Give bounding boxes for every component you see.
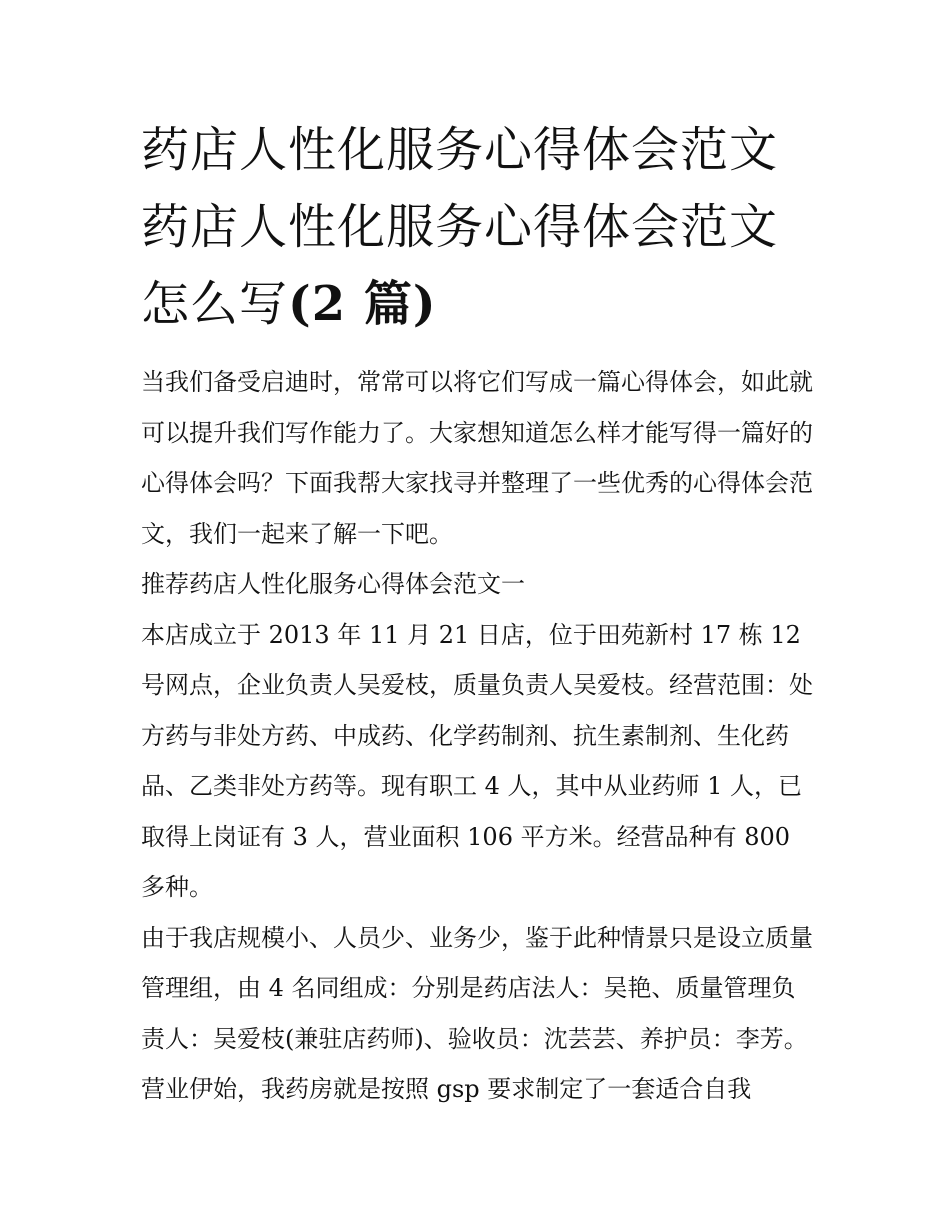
document-body: [141, 357, 813, 1115]
title-line-1: 药店人性化服务心得体会范文: [141, 122, 779, 178]
section-heading: 推荐药店人性化服务心得体会范文一: [141, 570, 525, 598]
title-line-3: [141, 266, 813, 343]
title-line-3-suffix: (2 篇): [288, 276, 437, 332]
title-line-3-prefix: 怎么写: [141, 276, 289, 332]
document-page: [141, 112, 813, 1115]
body-paragraph-2: 由于我店规模小、人员少、业务少，鉴于此种情景只是设立质量管理组，由 4 名同组成：分别是药店法人：吴艳、质量管理负责人：吴爱枝(兼驻店药师)、验收员：沈芸芸、养护员：李芳。营业伊始，我药房就是按照 gsp 要求制定了一套适合自我: [141, 923, 813, 1103]
document-title: [141, 112, 813, 343]
body-paragraph-1: 本店成立于 2013 年 11 月 21 日店，位于田苑新村 17 栋 12 号网点，企业负责人吴爱枝，质量负责人吴爱枝。经营范围：处方药与非处方药、中成药、化学药制剂、抗生素制剂、生化药品、乙类非处方药等。现有职工 4 人，其中从业药师 1 人，已取得上岗证有 3 人，营业面积 106 平方米。经营品种有 800 多种。: [141, 620, 813, 901]
intro-paragraph: 当我们备受启迪时，常常可以将它们写成一篇心得体会，如此就可以提升我们写作能力了。大家想知道怎么样才能写得一篇好的心得体会吗？下面我帮大家找寻并整理了一些优秀的心得体会范文，我们一起来了解一下吧。: [141, 368, 813, 548]
title-line-2: 药店人性化服务心得体会范文: [141, 199, 779, 255]
